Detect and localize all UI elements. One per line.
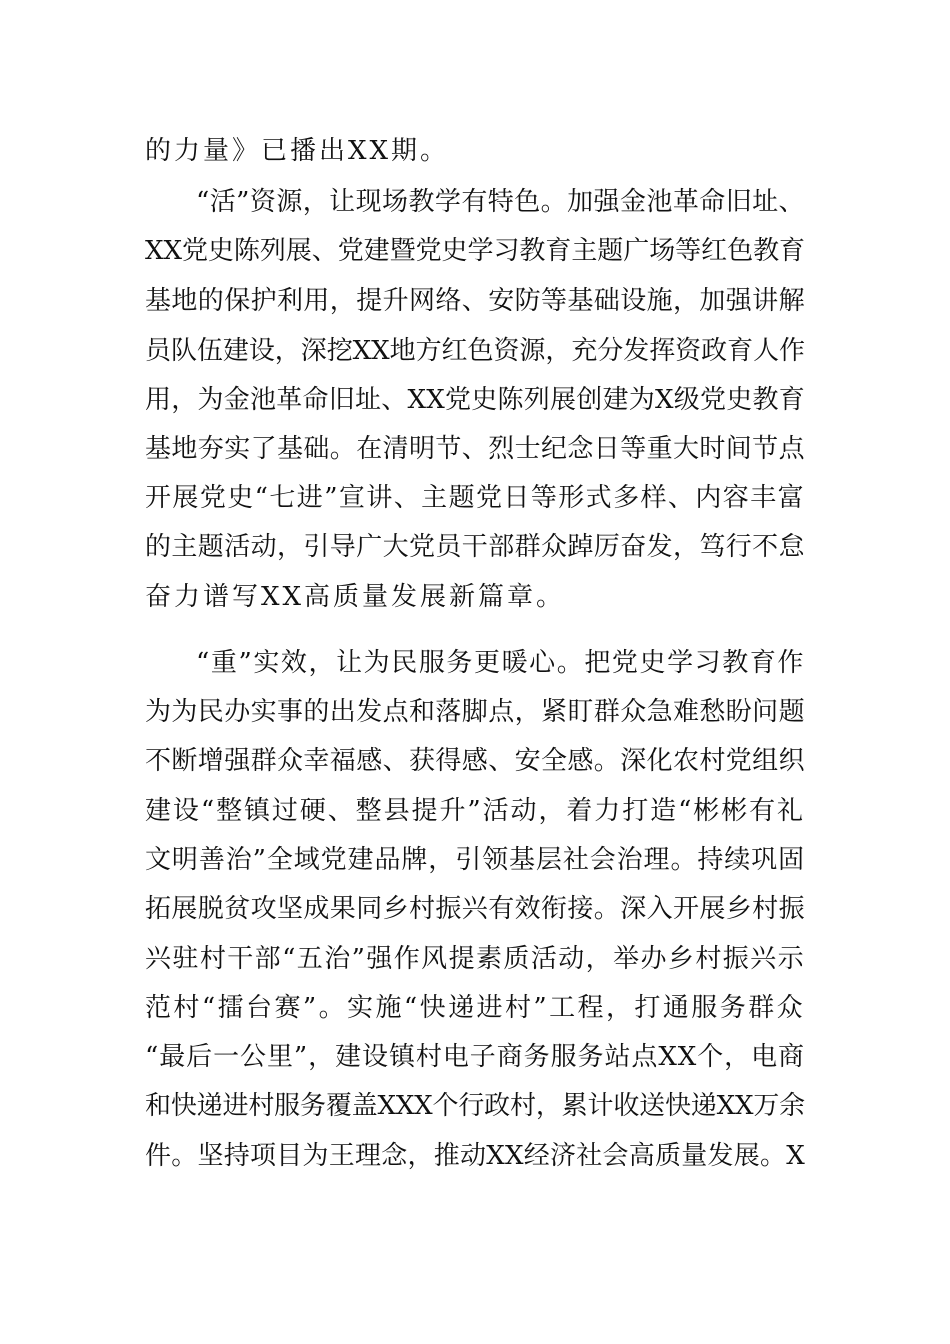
text-line: 开展党史“七进”宣讲、主题党日等形式多样、内容丰富 (145, 483, 805, 513)
text-line: 不断增强群众幸福感、获得感、安全感。深化农村党组织 (145, 746, 805, 776)
text-line: 基地的保护利用，提升网络、安防等基础设施，加强讲解 (145, 286, 805, 316)
paragraph-heading-line: “重”实效，让为民服务更暖心。把党史学习教育作 (196, 648, 805, 678)
text-line: 范村“擂台赛”。实施“快递进村”工程，打通服务群众 (145, 993, 805, 1023)
text-line: 文明善治”全域党建品牌，引领基层社会治理。持续巩固 (145, 845, 805, 875)
text-line: 的主题活动，引导广大党员干部群众踔厉奋发，笃行不怠 (145, 532, 805, 562)
text-line: 奋力谱写XX高质量发展新篇章。 (145, 582, 566, 612)
text-line: 为为民办实事的出发点和落脚点，紧盯群众急难愁盼问题 (145, 697, 805, 727)
text-line: 用，为金池革命旧址、XX党史陈列展创建为X级党史教育 (145, 385, 805, 415)
paragraph-heading-line: “活”资源，让现场教学有特色。加强金池革命旧址、 (196, 187, 805, 217)
text-line: 的力量》已播出XX期。 (145, 136, 450, 166)
text-line: XX党史陈列展、党建暨党史学习教育主题广场等红色教育 (145, 236, 805, 266)
text-line: “最后一公里”，建设镇村电子商务服务站点XX个，电商 (145, 1042, 805, 1072)
text-line: 基地夯实了基础。在清明节、烈士纪念日等重大时间节点 (145, 434, 805, 464)
text-line: 拓展脱贫攻坚成果同乡村振兴有效衔接。深入开展乡村振 (145, 894, 805, 924)
text-line: 兴驻村干部“五治”强作风提素质活动，举办乡村振兴示 (145, 944, 805, 974)
text-line: 件。坚持项目为王理念，推动XX经济社会高质量发展。X (145, 1141, 805, 1171)
text-line: 和快递进村服务覆盖XXX个行政村，累计收送快递XX万余 (145, 1091, 805, 1121)
text-line: 建设“整镇过硬、整县提升”活动，着力打造“彬彬有礼 (145, 796, 805, 826)
text-line: 员队伍建设，深挖XX地方红色资源，充分发挥资政育人作 (145, 336, 805, 366)
